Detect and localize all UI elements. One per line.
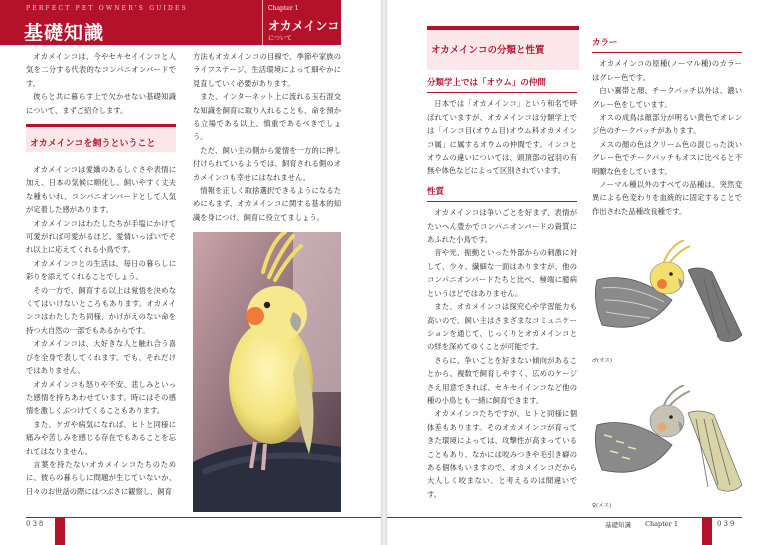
- cockatiel-photo: [193, 232, 341, 512]
- paragraph: オカメインコも怒りや不安、悲しみといった感情を持ちあわせています。時にはその感情を激しくぶつけてくることもあります。: [26, 379, 176, 416]
- paragraph: 白い翼帯と顔、チークパッチ以外は、濃いグレー色をしています。: [592, 86, 742, 109]
- subheading-taxonomy: 分類学上では「オウム」の仲間: [427, 77, 577, 93]
- paragraph: オカメインコは愛嬌のあるしぐさや表情に加え、日本の気候に順化し、飼いやすく丈夫な種もいれ、コンパニオンバードとして人気が定着した感があります。: [26, 165, 176, 215]
- paragraph: 言葉を持たないオカメインコたちのために、彼らの暮らしに問題が生じていないか、日々のお世話の際にはつぶさに観察し、飼育: [26, 459, 176, 496]
- chapter-title: オカメインコ: [268, 19, 340, 33]
- paragraph: また、インターネット上に流れる玉石混交な知識を飼育に取り入れることも、命を預かる立場である以上、慎重であるべきでしょう。: [193, 92, 341, 142]
- chapter-subtitle: について: [268, 35, 292, 42]
- section-title: 基礎知識: [24, 22, 105, 44]
- heading-text: オカメインコの分類と性質: [431, 45, 545, 56]
- intro-text: [26, 50, 176, 117]
- paragraph: オカメインコは、今やセキセイインコと人気を二分する代表的なコンパニオンバードです。: [26, 52, 176, 88]
- page-number: 039: [717, 520, 737, 528]
- section-heading-keeping: [26, 124, 176, 152]
- footer-marker: [702, 517, 712, 545]
- female-wing-illustration: [592, 385, 752, 500]
- paragraph: さらに、争いごとを好まない傾向があることから、複数で飼育しやすく、広めのケージさえ用意できれば、セキセイインコなど他の種の小鳥とも一緒に飼育できます。: [427, 355, 577, 405]
- subheading-color: カラー: [592, 37, 742, 53]
- column-2-body: [193, 50, 341, 224]
- column-1-body: [26, 163, 176, 498]
- paragraph: オスの成鳥は顔部分が明るい黄色でオレンジ色のチークパッチがあります。: [592, 113, 742, 136]
- paragraph: ノーマル種以外のすべての品種は、突然変異による色変わりを血統的に固定することで作出された品種改良種です。: [592, 180, 742, 216]
- paragraph: 音や光、振動といった外部からの刺激に対して、少々、繊細な一面はありますが、他のコンパニオンバードたちと比べ、極端に臆病というほどではありません。: [427, 248, 577, 298]
- paragraph: 方法もオカメインコの目線で、季節や家族のライフステージ、生活環境によって細やかに見直していく必要があります。: [193, 52, 341, 88]
- paragraph: メスの顔の色はクリーム色の混じった淡いグレー色でチークパッチもオスに比べると不明瞭な色をしています。: [592, 139, 742, 176]
- cockatiel-photo-image: [193, 232, 341, 512]
- male-wing-illustration: [592, 240, 752, 355]
- paragraph: オカメインコとの生活は、毎日の暮らしに彩りを添えてくれることでしょう。: [26, 258, 176, 282]
- paragraph: 日本では「オカメインコ」という和名で呼ばれていますが、オカメインコは分類学上では「インコ目(オウム目)オウム科オカメインコ属」に属するオウムの仲間です。インコとオウムの違いについては、頭頂部の冠羽の有無や体色などによって区別されています。: [427, 99, 577, 176]
- section-heading-classification: [427, 26, 579, 70]
- caption-female: ♀(メス): [592, 503, 612, 509]
- paragraph: オカメインコはわたしたちが手塩にかけて可愛がれば可愛がるほど、愛情いっぱいでそれ以上に応えてくれる小鳥です。: [26, 218, 176, 255]
- paragraph: また、オカメインコは探究心や学習能力も高いので、飼い主はさまざまなコミュニケーションを通じて、じっくりとオカメインコとの絆を深めてゆくことが可能です。: [427, 302, 577, 352]
- paragraph: 彼らと共に暮らす上で欠かせない基礎知識について、まずご紹介します。: [26, 92, 176, 115]
- paragraph: 情報を正しく取捨選択できるようになるためにもまず、オカメインコに関する基本的知識を身につけ、飼育に役立てましょう。: [193, 186, 341, 222]
- caption-male: ♂(オス): [592, 358, 613, 364]
- heading-text: オカメインコを飼うということ: [30, 139, 156, 149]
- right-page: [387, 0, 768, 545]
- column-3-body: [427, 72, 577, 501]
- header-divider: [262, 0, 263, 45]
- footer-marker: [55, 517, 65, 545]
- column-4-body: [592, 32, 742, 218]
- paragraph: また、ケガや病気になれば、ヒトと同様に痛みや苦しみを感じる存在でもあることを忘れてはなりません。: [26, 419, 176, 456]
- chapter-number: Chapter 1: [268, 5, 299, 12]
- paragraph: その一方で、飼育する以上は覚悟を決めなくてはいけないところもあります。オカメインコはわたしたち同様、かけがえのない命を持つ大自然の一部でもあるからです。: [26, 285, 176, 335]
- series-title: PERFECT PET OWNER'S GUIDES: [26, 5, 188, 12]
- left-page: [0, 0, 381, 545]
- footer-rule: [26, 517, 381, 518]
- paragraph: オカメインコは、大好きな人と触れ合う喜びを全身で表してくれます。でも、それだけではありません。: [26, 339, 176, 376]
- header-band: [0, 0, 341, 45]
- paragraph: オカメインコたちですが、ヒトと同様に個体差もあります。そのオカメインコが育ってきた環境によっては、攻撃性が高まっていることもあり、なかには咬みつきや毛引き癖のある個体もいますので、オカメインコだから大人しく咬まない、と考えるのは間違いです。: [427, 409, 577, 499]
- paragraph: オカメインコの原種(ノーマル種)のカラーはグレー色です。: [592, 59, 742, 82]
- footer-section-label: 基礎知識: [605, 521, 631, 529]
- paragraph: オカメインコは争いごとを好まず、表情がたいへん豊かでコンパニオンバードの資質にあふれた小鳥です。: [427, 208, 577, 245]
- subheading-temperament: 性質: [427, 186, 577, 202]
- footer-chapter-label: Chapter 1: [645, 520, 678, 528]
- footer-rule: [387, 517, 742, 518]
- page-number: 038: [26, 520, 46, 528]
- paragraph: ただ、飼い主の側から愛情を一方的に押し付けられているようでは、飼育される側のオカメインコも幸せにはなれません。: [193, 145, 341, 182]
